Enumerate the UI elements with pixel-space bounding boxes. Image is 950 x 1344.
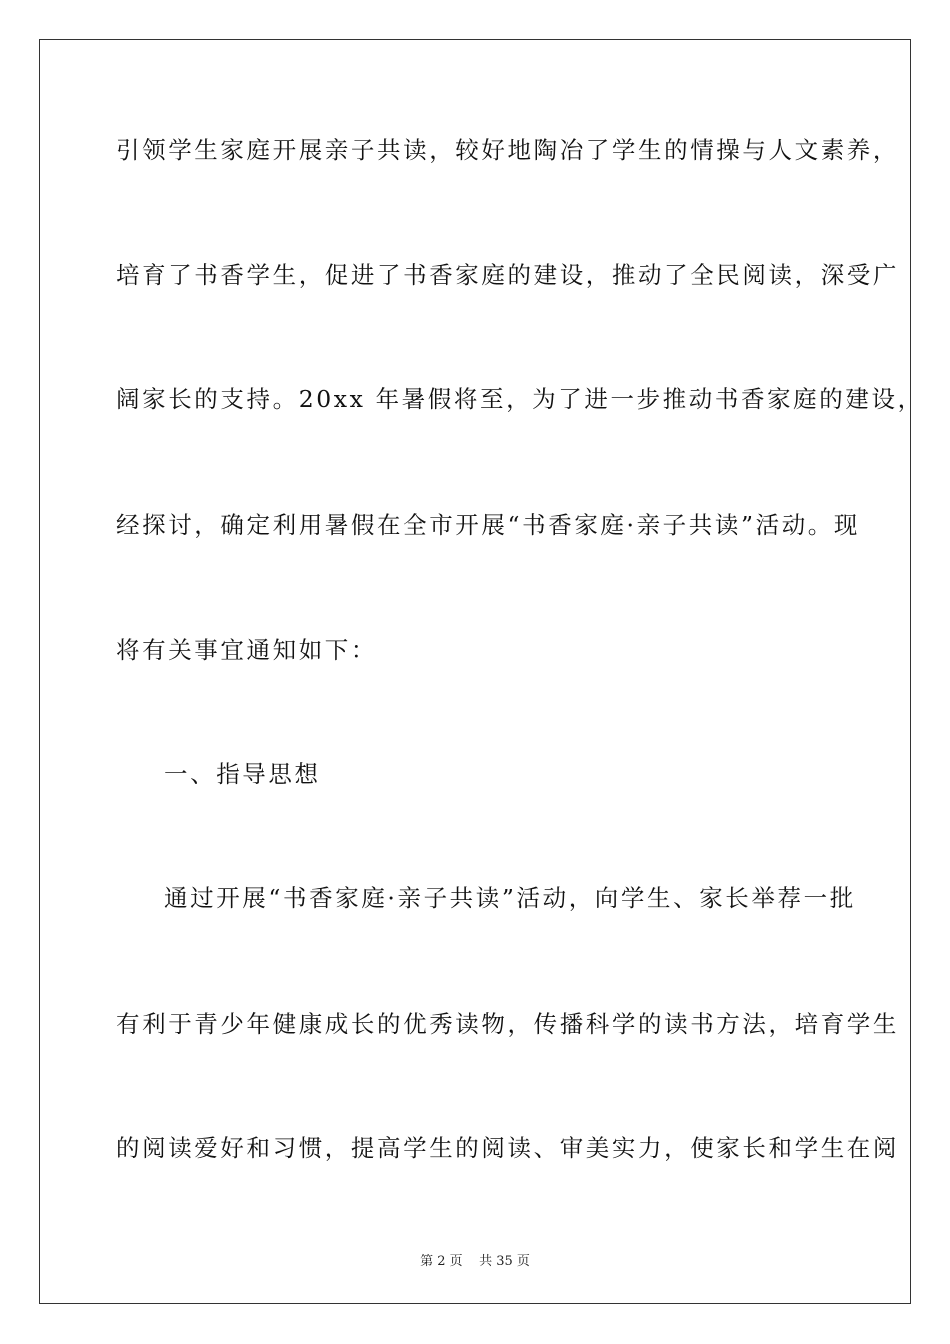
page-number-footer: 第 2 页 共 35 页 bbox=[420, 1254, 530, 1269]
body-text-line: 培育了书香学生，促进了书香家庭的建设，推动了全民阅读，深受广 bbox=[116, 261, 899, 289]
section-heading: 一、指导思想 bbox=[164, 760, 321, 788]
body-text-line: 将有关事宜通知如下： bbox=[116, 636, 377, 664]
body-text-line: 引领学生家庭开展亲子共读，较好地陶冶了学生的情操与人文素养， bbox=[116, 136, 899, 164]
page-border bbox=[39, 39, 911, 1304]
body-text-line: 阔家长的支持。20xx 年暑假将至，为了进一步推动书香家庭的建设， bbox=[116, 385, 924, 413]
paragraph-first-line: 通过开展“书香家庭·亲子共读”活动，向学生、家长举荐一批 bbox=[164, 884, 856, 912]
body-text-line: 经探讨，确定利用暑假在全市开展“书香家庭·亲子共读”活动。现 bbox=[116, 511, 860, 539]
body-text-line: 的阅读爱好和习惯，提高学生的阅读、审美实力，使家长和学生在阅 bbox=[116, 1134, 899, 1162]
body-text-line: 有利于青少年健康成长的优秀读物，传播科学的读书方法，培育学生 bbox=[116, 1010, 899, 1038]
